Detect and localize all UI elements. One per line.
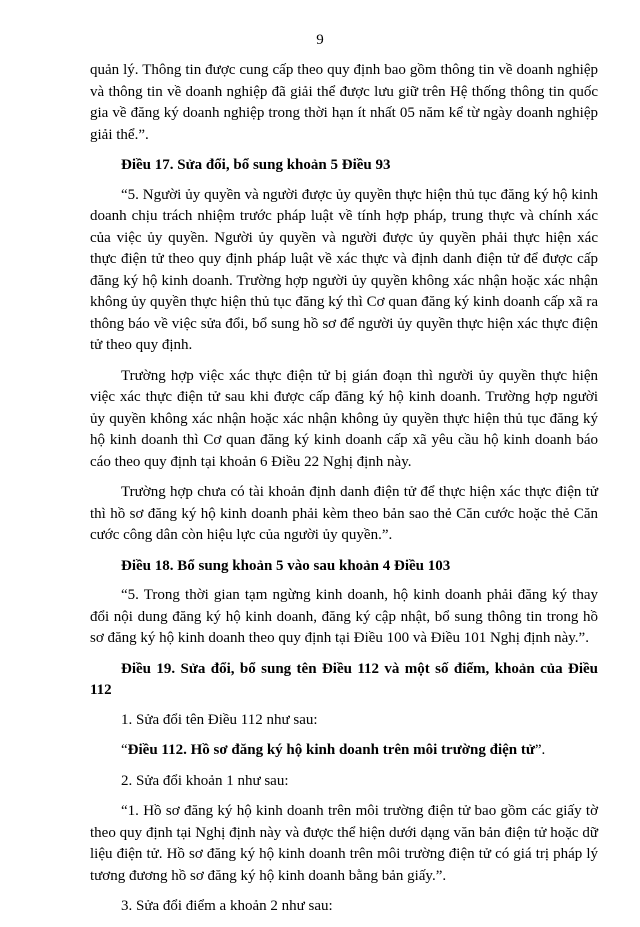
paragraph: Trường hợp chưa có tài khoản định danh điện tử để thực hiện xác thực điện tử thì hồ sơ đăng ký hộ kinh doanh phải kèm theo bản sao thẻ Căn cước hoặc thẻ Căn cước công dân còn hiệu lực của người ủy quyền.”.	[90, 484, 598, 543]
paragraph: 1. Sửa đổi tên Điều 112 như sau:	[121, 711, 318, 728]
article-19-heading: Điều 19. Sửa đổi, bổ sung tên Điều 112 và một số điểm, khoản của Điều 112	[90, 660, 598, 698]
paragraph: 3. Sửa đổi điểm a khoản 2 như sau:	[121, 898, 333, 914]
article-18-heading: Điều 18. Bổ sung khoản 5 vào sau khoản 4 Điều 103	[121, 557, 451, 574]
paragraph: “5. Trong thời gian tạm ngừng kinh doanh, hộ kinh doanh phải đăng ký thay đổi nội dung đăng ký hộ kinh doanh, đăng ký cập nhật, bổ sung thông tin trong hồ sơ đăng ký hộ kinh doanh theo quy định tại Điều 100 và Điều 101 Nghị định này.”.	[90, 587, 598, 646]
paragraph: “5. Người ủy quyền và người được ủy quyền thực hiện thủ tục đăng ký hộ kinh doanh chịu trách nhiệm trước pháp luật về tính hợp pháp, trung thực và chính xác của việc ủy quyền. Người ủy quyền và người được ủy quyền phải thực hiện xác thực điện tử theo quy định pháp luật về xác thực và định danh điện tử để được cấp đăng ký hộ kinh doanh. Trường hợp người ủy quyền không xác nhận hoặc xác nhận không ủy quyền thực hiện thủ tục đăng ký thì Cơ quan đăng ký kinh doanh cấp xã ra thông báo về việc sửa đổi, bổ sung hồ sơ để người ủy quyền thực hiện xác thực điện tử theo quy định.	[90, 186, 598, 353]
paragraph: 2. Sửa đổi khoản 1 như sau:	[121, 772, 289, 789]
quote-open: “	[121, 742, 128, 758]
page-number: 9	[316, 32, 324, 48]
document-body	[90, 60, 598, 927]
quote-close: ”.	[534, 742, 546, 758]
paragraph-article-112-title	[90, 740, 598, 762]
paragraph: “1. Hồ sơ đăng ký hộ kinh doanh trên môi trường điện tử bao gồm các giấy tờ theo quy định tại Nghị định này và được thể hiện dưới dạng văn bản điện tử hoặc dữ liệu điện tử. Hồ sơ đăng ký hộ kinh doanh trên môi trường điện tử có giá trị pháp lý tương đương hồ sơ đăng ký hộ kinh doanh bằng bản giấy.”.	[90, 803, 598, 884]
article-112-title: Điều 112. Hồ sơ đăng ký hộ kinh doanh trên môi trường điện tử	[127, 742, 535, 758]
article-17-heading: Điều 17. Sửa đổi, bổ sung khoản 5 Điều 93	[121, 157, 391, 173]
paragraph: Trường hợp việc xác thực điện tử bị gián đoạn thì người ủy quyền thực hiện việc xác thực điện tử sau khi được cấp đăng ký hộ kinh doanh. Trường hợp người ủy quyền không xác nhận hoặc xác nhận không ủy quyền thực hiện thủ tục đăng ký hộ kinh doanh thì Cơ quan đăng ký kinh doanh cấp xã yêu cầu hộ kinh doanh báo cáo theo quy định tại khoản 6 Điều 22 Nghị định này.	[90, 367, 598, 470]
paragraph-continuation: quản lý. Thông tin được cung cấp theo quy định bao gồm thông tin về doanh nghiệp và thông tin về doanh nghiệp đã giải thể được lưu giữ trên Hệ thống thông tin quốc gia về đăng ký doanh nghiệp trong thời hạn ít nhất 05 năm kể từ ngày doanh nghiệp giải thể.”.	[90, 62, 598, 143]
